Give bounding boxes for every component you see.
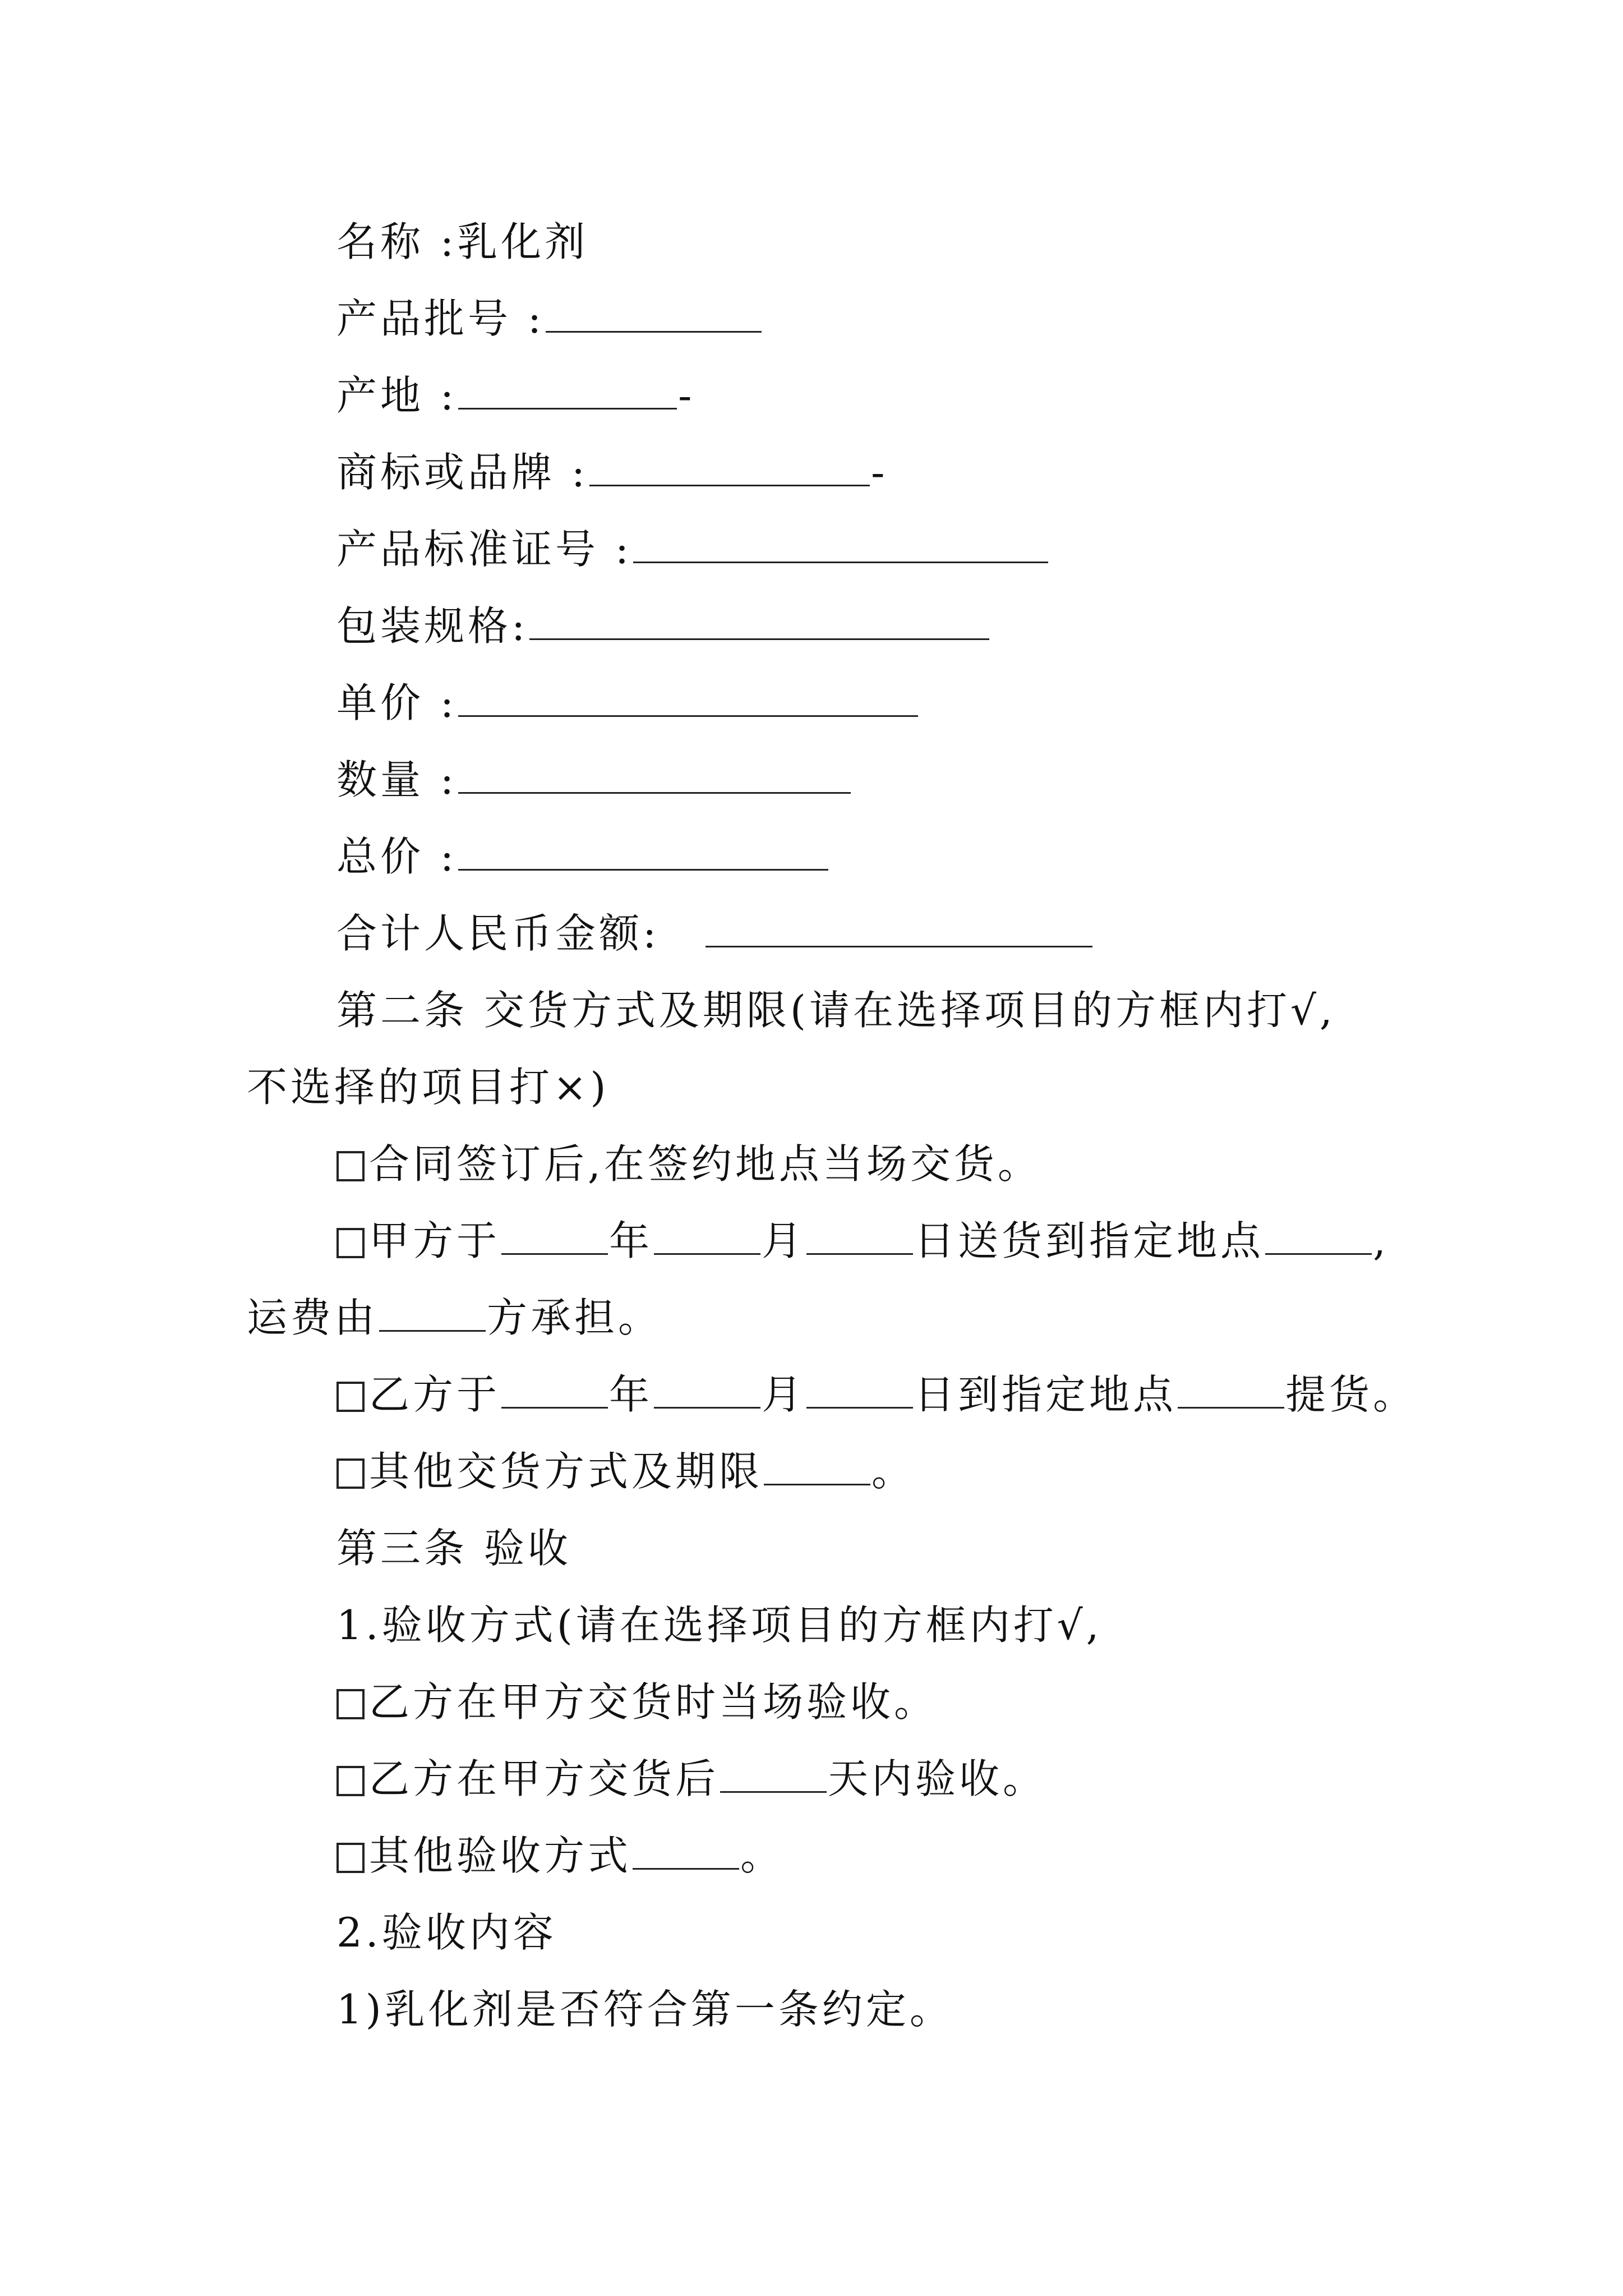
article3-sub2-text: 2.验收内容 xyxy=(336,1909,557,1956)
opt2-place-blank[interactable] xyxy=(1265,1218,1372,1255)
opt2-cont-b: 方承担。 xyxy=(487,1294,662,1341)
brand-dash: - xyxy=(871,449,888,496)
opt2-day-blank[interactable] xyxy=(806,1218,913,1255)
article2-title-text: 第二条 交货方式及期限(请在选择项目的方框内打√, xyxy=(336,987,1336,1034)
field-batch xyxy=(336,293,763,344)
opt2-month: 月 xyxy=(762,1217,806,1264)
field-origin-label: 产地 : xyxy=(336,372,458,419)
opt3-month-blank[interactable] xyxy=(654,1372,760,1409)
opt2-cont-a: 运费由 xyxy=(247,1294,379,1341)
a3-opt2-days-blank[interactable] xyxy=(720,1756,827,1793)
batch-blank[interactable] xyxy=(546,296,762,333)
opt2-year-blank[interactable] xyxy=(501,1218,608,1255)
field-packaging xyxy=(336,600,990,652)
opt2-party-blank[interactable] xyxy=(379,1295,486,1332)
field-brand xyxy=(336,447,888,498)
article2-option-2 xyxy=(336,1215,1389,1267)
field-name xyxy=(336,216,588,268)
article3-sub1-text: 1.验收方式(请在选择项目的方框内打√, xyxy=(336,1602,1103,1649)
field-standard-label: 产品标准证号 : xyxy=(336,526,633,573)
field-rmb-total-label: 合计人民币金额: xyxy=(336,910,660,957)
opt3-day: 日到指定地点 xyxy=(914,1371,1177,1418)
article2-option-1 xyxy=(336,1138,1041,1190)
opt4-text-a: 其他交货方式及期限 xyxy=(369,1448,763,1495)
article3-option-1 xyxy=(336,1676,938,1728)
checkbox-icon[interactable] xyxy=(336,1458,365,1489)
article2-option-1-text: 合同签订后,在签约地点当场交货。 xyxy=(369,1140,1041,1188)
opt3-day-blank[interactable] xyxy=(806,1372,913,1409)
opt2-year: 年 xyxy=(609,1217,653,1264)
article3-title xyxy=(336,1522,571,1574)
opt3-text-a: 乙方于 xyxy=(369,1371,501,1418)
checkbox-icon[interactable] xyxy=(336,1382,365,1412)
field-unit-price xyxy=(336,677,919,729)
article2-option-4 xyxy=(336,1446,915,1497)
a3-opt3-blank[interactable] xyxy=(633,1833,739,1870)
checkbox-icon[interactable] xyxy=(336,1228,365,1258)
checkbox-icon[interactable] xyxy=(336,1151,365,1181)
origin-dash: - xyxy=(678,372,695,419)
a3-opt3-end: 。 xyxy=(740,1832,785,1879)
article2-option-2-cont xyxy=(247,1292,662,1343)
article2-title-cont-text: 不选择的项目打×) xyxy=(247,1064,610,1111)
field-origin xyxy=(336,370,695,421)
a3-opt3-text-a: 其他验收方式 xyxy=(369,1832,632,1879)
quantity-blank[interactable] xyxy=(458,757,851,794)
field-total-price xyxy=(336,831,829,882)
opt4-blank[interactable] xyxy=(764,1449,870,1485)
unit-price-blank[interactable] xyxy=(458,680,918,717)
opt3-end: 提货。 xyxy=(1285,1371,1417,1418)
origin-blank[interactable] xyxy=(458,373,677,409)
opt2-end: , xyxy=(1373,1217,1389,1264)
opt4-end: 。 xyxy=(872,1448,916,1495)
article2-title-cont xyxy=(247,1061,609,1113)
checkbox-icon[interactable] xyxy=(336,1689,365,1719)
opt3-month: 月 xyxy=(762,1371,806,1418)
opt2-day: 日送货到指定地点 xyxy=(914,1217,1265,1264)
field-name-label: 名称 :乳化剂 xyxy=(336,218,589,265)
article3-option-2 xyxy=(336,1753,1046,1805)
article3-sub1 xyxy=(336,1599,1103,1651)
article3-item-1 xyxy=(336,1984,953,2035)
field-quantity-label: 数量 : xyxy=(336,756,458,803)
checkbox-icon[interactable] xyxy=(336,1766,365,1796)
standard-blank[interactable] xyxy=(633,527,1048,563)
article2-option-3 xyxy=(336,1369,1417,1420)
opt2-text-a: 甲方于 xyxy=(369,1217,501,1264)
article3-option-1-text: 乙方在甲方交货时当场验收。 xyxy=(369,1678,938,1726)
checkbox-icon[interactable] xyxy=(336,1843,365,1873)
article3-title-text: 第三条 验收 xyxy=(336,1525,571,1572)
field-quantity xyxy=(336,754,852,806)
a3-opt2-text-a: 乙方在甲方交货后 xyxy=(369,1755,720,1802)
article2-title xyxy=(336,984,1336,1036)
opt3-year-blank[interactable] xyxy=(501,1372,608,1409)
field-standard xyxy=(336,523,1049,575)
field-total-price-label: 总价 : xyxy=(336,833,458,880)
opt3-year: 年 xyxy=(609,1371,653,1418)
field-unit-price-label: 单价 : xyxy=(336,679,458,726)
total-price-blank[interactable] xyxy=(458,834,828,871)
field-brand-label: 商标或品牌 : xyxy=(336,449,589,496)
opt2-month-blank[interactable] xyxy=(654,1218,760,1255)
brand-blank[interactable] xyxy=(589,450,870,486)
article3-option-3 xyxy=(336,1830,784,1881)
article3-sub2 xyxy=(336,1907,557,1958)
packaging-blank[interactable] xyxy=(529,604,989,640)
article3-item-1-text: 1)乳化剂是否符合第一条约定。 xyxy=(336,1986,953,2033)
field-batch-label: 产品批号 : xyxy=(336,295,545,342)
field-rmb-total xyxy=(336,908,1094,959)
rmb-total-blank[interactable] xyxy=(706,911,1092,947)
a3-opt2-text-b: 天内验收。 xyxy=(828,1755,1047,1802)
field-packaging-label: 包装规格: xyxy=(336,602,529,650)
opt3-place-blank[interactable] xyxy=(1178,1372,1284,1409)
